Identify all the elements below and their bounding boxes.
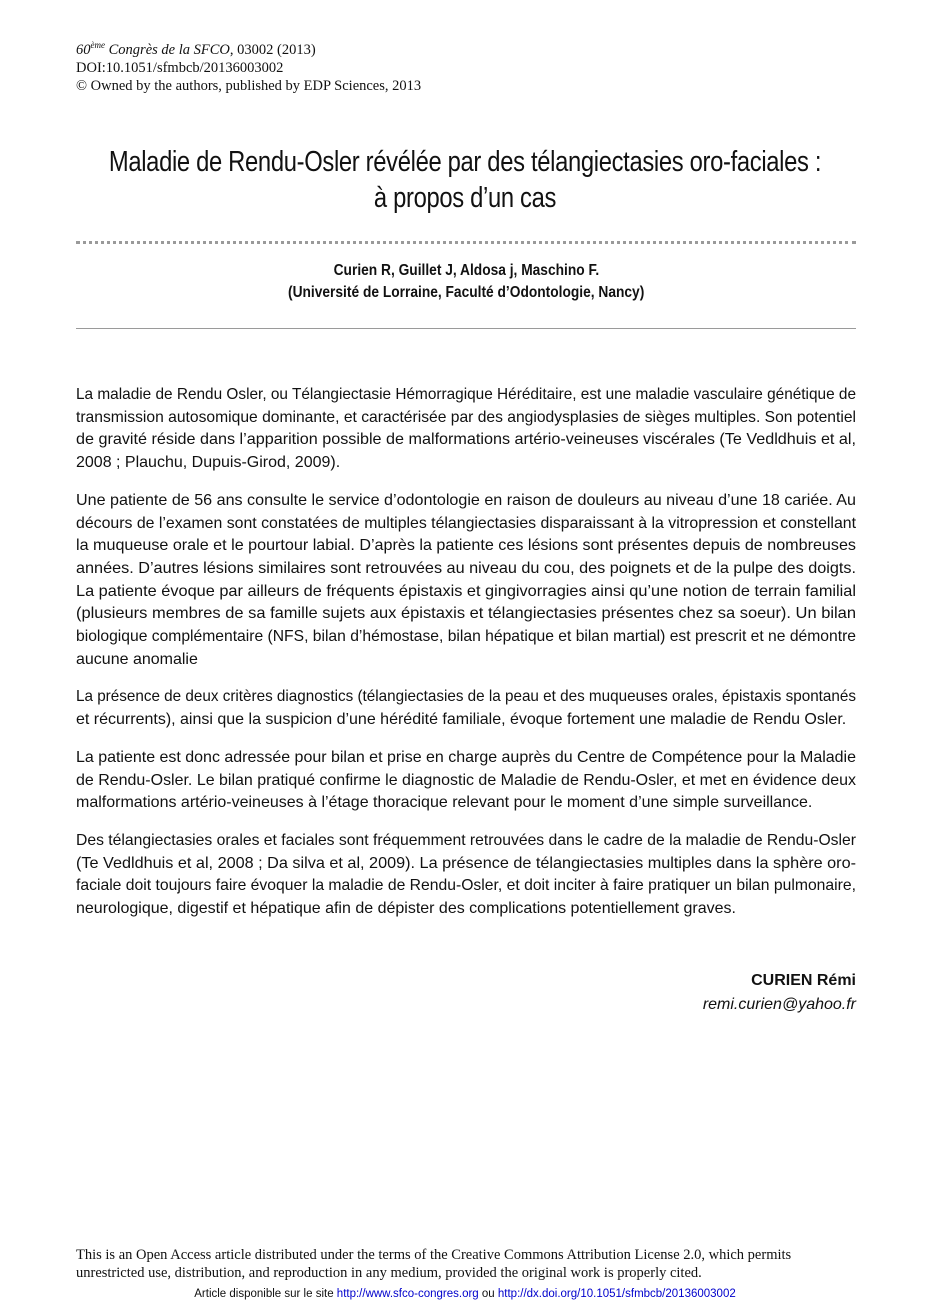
title-line-1: Maladie de Rendu-Osler révélée par des télangiectasies oro-faciales : <box>108 146 822 178</box>
solid-divider <box>76 328 856 329</box>
availability-or: ou <box>478 1288 498 1300</box>
body-paragraph <box>76 384 856 475</box>
body-line: aucune anomalie <box>76 650 198 668</box>
body-line: faciale doit toujours faire évoquer la maladie de Rendu-Osler, et doit inciter à faire pratiquer un bilan pulmonaire, <box>76 877 856 895</box>
author-names: Curien R, Guillet J, Aldosa j, Maschino F. <box>333 262 599 279</box>
body-line: (plusieurs membres de sa famille sujets aux épistaxis et télangiectasies présentes chez sa soeur). Un bilan <box>76 605 856 623</box>
body-line: (Te Vedldhuis et al, 2008 ; Da silva et al, 2009). La présence de télangiectasies multiples dans la sphère oro- <box>76 854 856 872</box>
body-line: biologique complémentaire (NFS, bilan d’hémostase, bilan hépatique et bilan martial) est prescrit et ne démontre <box>76 628 856 646</box>
article-title <box>108 144 822 216</box>
license-footer <box>76 1246 866 1282</box>
license-line-2: unrestricted use, distribution, and reproduction in any medium, provided the original work is properly cited. <box>76 1265 702 1281</box>
doi-link[interactable]: http://dx.doi.org/10.1051/sfmbcb/20136003002 <box>497 1288 736 1300</box>
body-line: La présence de deux critères diagnostics (télangiectasies de la peau et des muqueuses orales, épistaxis spontanés <box>76 688 856 706</box>
title-line-2: à propos d’un cas <box>373 182 557 214</box>
body-line: années. D’autres lésions similaires sont retrouvées au niveau du cou, des poignets et de la pulpe des doigts. <box>76 559 857 577</box>
body-paragraph <box>76 747 856 815</box>
sfco-site-link[interactable]: http://www.sfco-congres.org <box>336 1288 479 1300</box>
body-line: Des télangiectasies orales et faciales sont fréquemment retrouvées dans le cadre de la maladie de Rendu-Osler <box>76 831 856 849</box>
body-line: La patiente est donc adressée pour bilan et prise en charge auprès du Centre de Compétence pour la Maladie <box>76 748 856 766</box>
body-line: transmission autosomique dominante, et caractérisée par des angiodysplasies de sièges multiples. Son potentiel <box>76 408 856 426</box>
availability-prefix: Article disponible sur le site <box>194 1288 337 1300</box>
license-line-1: This is an Open Access article distributed under the terms of the Creative Commons Attribution License 2.0, which permits <box>76 1247 792 1263</box>
doi-line: DOI:10.1051/sfmbcb/20136003002 <box>76 60 284 76</box>
availability-line <box>0 1288 930 1300</box>
body-line: La maladie de Rendu Osler, ou Télangiectasie Hémorragique Héréditaire, est une maladie vasculaire génétique de <box>76 386 856 403</box>
congress-ref: , 03002 (2013) <box>229 42 316 58</box>
congress-ordinal: 60 <box>76 42 91 58</box>
congress-citation <box>76 36 421 59</box>
author-affiliation: (Université de Lorraine, Faculté d’Odontologie, Nancy) <box>287 284 645 301</box>
body-paragraph <box>76 686 856 731</box>
body-line: et récurrents), ainsi que la suspicion d’une hérédité familiale, évoque fortement une maladie de Rendu Osler. <box>76 711 847 729</box>
body-line: malformations artério-veineuses à l’étage thoracique relevant pour le moment d’une simple surveillance. <box>76 794 813 812</box>
body-paragraph <box>76 490 856 672</box>
body-line: La patiente évoque par ailleurs de fréquents épistaxis et gingivorragies ainsi qu’une notion de terrain familial <box>76 582 856 600</box>
signature-block <box>703 969 856 1017</box>
body-line: décours de l’examen sont constatées de multiples télangiectasies disparaissant à la vitropression et constellant <box>76 514 856 532</box>
body-paragraph <box>76 830 856 921</box>
body-line: la muqueuse orale et le pourtour labial. D’après la patiente ces lésions sont présentes depuis de nombreuses <box>76 537 856 555</box>
copyright-line: © Owned by the authors, published by EDP Sciences, 2013 <box>76 78 422 94</box>
article-body <box>76 384 856 936</box>
signature-name: CURIEN Rémi <box>751 972 856 989</box>
body-line: de Rendu-Osler. Le bilan pratiqué confirme le diagnostic de Maladie de Rendu-Osler, et met en évidence deux <box>76 771 856 789</box>
body-line: 2008 ; Plauchu, Dupuis-Girod, 2009). <box>76 454 341 472</box>
signature-email[interactable]: remi.curien@yahoo.fr <box>702 996 856 1013</box>
author-block <box>76 260 856 304</box>
body-line: de gravité réside dans l’apparition possible de malformations artério-veineuses viscérales (Te Vedldhuis et al, <box>76 431 856 449</box>
body-line: Une patiente de 56 ans consulte le service d’odontologie en raison de douleurs au niveau d’une 18 cariée. Au <box>76 491 856 509</box>
congress-ordinal-suffix: ème <box>90 40 105 50</box>
page-header <box>76 36 421 95</box>
dotted-divider <box>76 241 856 244</box>
body-line: neurologique, digestif et hépatique afin de dépister des complications potentiellement graves. <box>76 900 736 918</box>
congress-name: Congrès de la SFCO <box>105 42 230 58</box>
